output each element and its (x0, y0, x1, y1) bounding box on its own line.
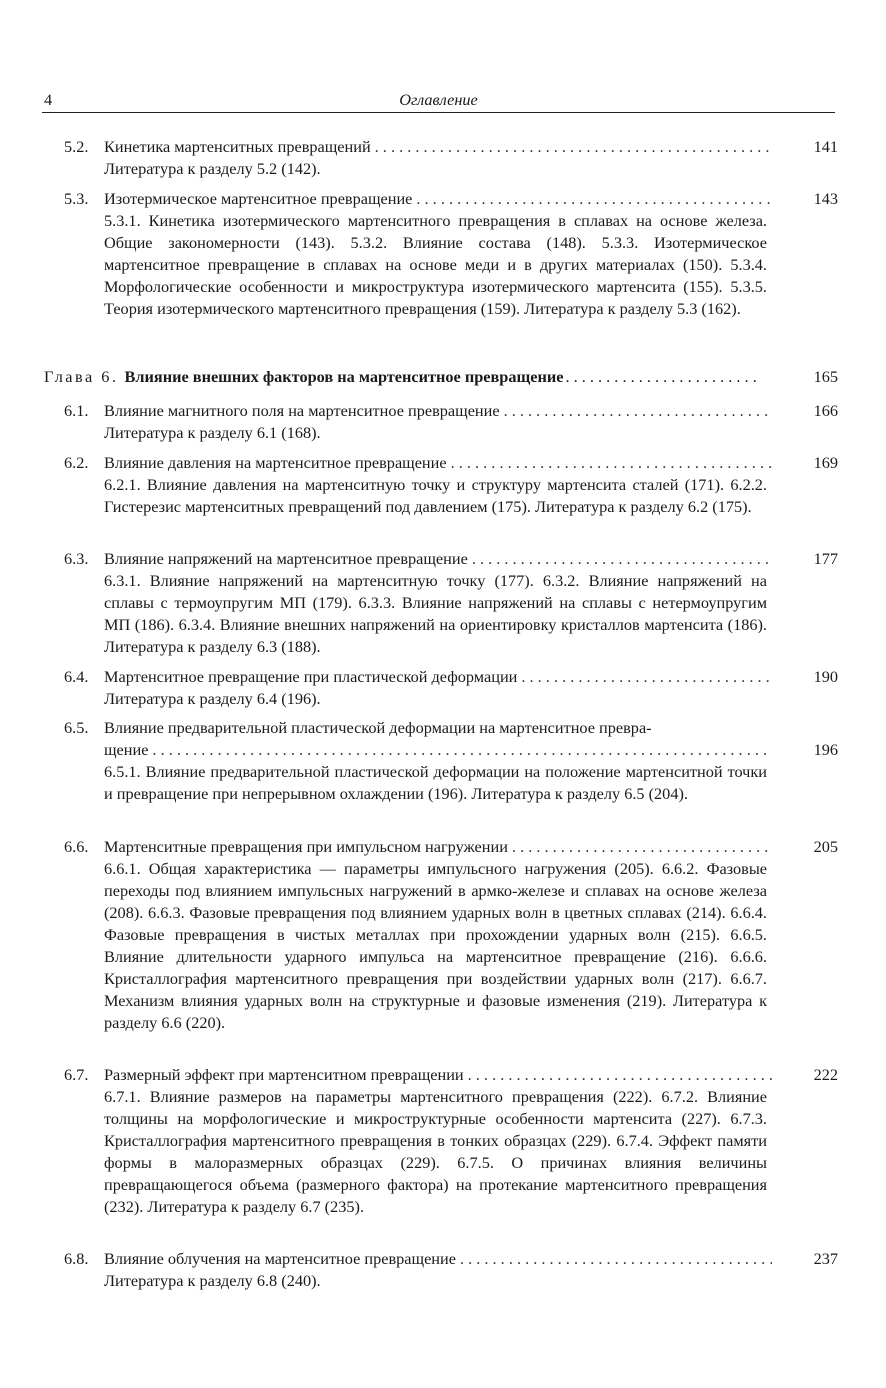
section-page: 237 (813, 1249, 838, 1268)
section-page: 196 (813, 740, 838, 759)
section-title-line-2 (104, 739, 772, 761)
leader-dots (451, 452, 772, 474)
section-title-line (104, 1248, 772, 1270)
section-page: 143 (813, 189, 838, 208)
section-subentries: 5.3.1. Кинетика изотермического мартенситного превращения в сплавах на основе железа. Общие закономерности (143). 5.3.2. Влияние состава (148). 5.3.3. Изотермическое мартенситное превращение в сплавах на основе меди и в других материалах (150). 5.3.4. Морфологические особенности и микроструктура изотермического мартенсита (155). 5.3.5. Теория изотермического мартенситного превращения (159). Литература к разделу 5.3 (162). (104, 211, 767, 318)
chapter-line (44, 366, 760, 388)
section-subentries: 6.3.1. Влияние напряжений на мартенситную точку (177). 6.3.2. Влияние напряжений на сплавы с термоупругим МП (179). 6.3.3. Влияние напряжений на сплавы с нетермоупругим МП (186). 6.3.4. Влияние внешних напряжений на ориентировку кристаллов мартенсита (186). Литература к разделу 6.3 (188). (104, 571, 767, 656)
section-number: 6.7. (64, 1065, 89, 1084)
chapter-title: Влияние внешних факторов на мартенситное превращение (124, 367, 564, 386)
section-page: 177 (813, 549, 838, 568)
chapter-label: Глава 6. (44, 367, 119, 386)
page-number: 4 (44, 90, 53, 109)
section-page: 166 (813, 401, 838, 420)
section-title-line (104, 666, 772, 688)
chapter-page: 165 (813, 367, 838, 386)
section-page: 190 (813, 667, 838, 686)
section-number: 5.2. (64, 137, 89, 156)
leader-dots (565, 366, 760, 388)
section-title-line (104, 452, 772, 474)
section-title-line (104, 188, 772, 210)
section-title: Влияние давления на мартенситное превращение (104, 453, 447, 472)
section-number: 6.3. (64, 549, 89, 568)
section-title: Мартенситные превращения при импульсном нагружении (104, 837, 508, 856)
leader-dots (375, 136, 772, 158)
leader-dots (460, 1248, 772, 1270)
section-page: 141 (813, 137, 838, 156)
section-number: 6.2. (64, 453, 89, 472)
section-title-line (104, 136, 772, 158)
section-subentries: Литература к разделу 6.1 (168). (104, 423, 321, 442)
section-title: Влияние облучения на мартенситное превращение (104, 1249, 456, 1268)
section-title-part1: Влияние предварительной пластической деформации на мартенситное превра- (104, 718, 652, 737)
section-number: 6.8. (64, 1249, 89, 1268)
section-subentries: Литература к разделу 5.2 (142). (104, 159, 321, 178)
section-title-line (104, 548, 772, 570)
section-title-line (104, 836, 772, 858)
section-title: Размерный эффект при мартенситном превращении (104, 1065, 464, 1084)
section-title: щение (104, 740, 149, 759)
leader-dots (504, 400, 772, 422)
leader-dots (416, 188, 772, 210)
running-head (42, 86, 835, 113)
section-title: Мартенситное превращение при пластической деформации (104, 667, 518, 686)
section-title-line (104, 1064, 772, 1086)
section-subentries: 6.7.1. Влияние размеров на параметры мартенситного превращения (222). 6.7.2. Влияние толщины на морфологические и микроструктурные особенности мартенсита (227). 6.7.3. Кристаллография мартенситного превращения в тонких образцах (229). 6.7.4. Эффект памяти формы в малоразмерных образцах (229). 6.7.5. О причинах влияния величины превращающегося объема (размерного фактора) на протекание мартенситного превращения (232). Литература к разделу 6.7 (235). (104, 1087, 767, 1216)
header-title: Оглавление (399, 90, 478, 109)
section-page: 205 (813, 837, 838, 856)
section-title: Кинетика мартенситных превращений (104, 137, 371, 156)
leader-dots (472, 548, 772, 570)
section-number: 5.3. (64, 189, 89, 208)
section-subentries: Литература к разделу 6.4 (196). (104, 689, 321, 708)
section-title: Влияние напряжений на мартенситное превращение (104, 549, 468, 568)
leader-dots (521, 666, 772, 688)
section-subentries: 6.6.1. Общая характеристика — параметры импульсного нагружения (205). 6.6.2. Фазовые переходы под влиянием импульсных нагружений в армко-железе и сплавах на основе железа (208). 6.6.3. Фазовые превращения под влиянием ударных волн в цветных сплавах (214). 6.6.4. Фазовые превращения в чистых металлах при прохождении ударных волн (215). 6.6.5. Влияние длительности ударного импульса на мартенситное превращение (216). 6.6.6. Кристаллография мартенситного превращения при воздействии ударных волн (217). 6.6.7. Механизм влияния ударных волн на структурные и фазовые изменения (219). Литература к разделу 6.6 (220). (104, 859, 767, 1032)
section-page: 222 (813, 1065, 838, 1084)
section-title-line (104, 400, 772, 422)
section-subentries: 6.2.1. Влияние давления на мартенситную точку и структуру мартенсита сталей (171). 6.2.2. Гистерезис мартенситных превращений под давлением (175). Литература к разделу 6.2 (175). (104, 475, 767, 516)
section-number: 6.6. (64, 837, 89, 856)
section-title: Влияние магнитного поля на мартенситное превращение (104, 401, 500, 420)
leader-dots (512, 836, 772, 858)
section-number: 6.5. (64, 718, 89, 737)
section-number: 6.1. (64, 401, 89, 420)
leader-dots (468, 1064, 772, 1086)
section-subentries: Литература к разделу 6.8 (240). (104, 1271, 321, 1290)
leader-dots (152, 739, 772, 761)
section-number: 6.4. (64, 667, 89, 686)
section-page: 169 (813, 453, 838, 472)
section-title-line-1 (104, 717, 772, 739)
section-title: Изотермическое мартенситное превращение (104, 189, 413, 208)
section-subentries: 6.5.1. Влияние предварительной пластической деформации на положение мартенситной точки и превращение при непрерывном охлаждении (196). Литература к разделу 6.5 (204). (104, 762, 767, 803)
